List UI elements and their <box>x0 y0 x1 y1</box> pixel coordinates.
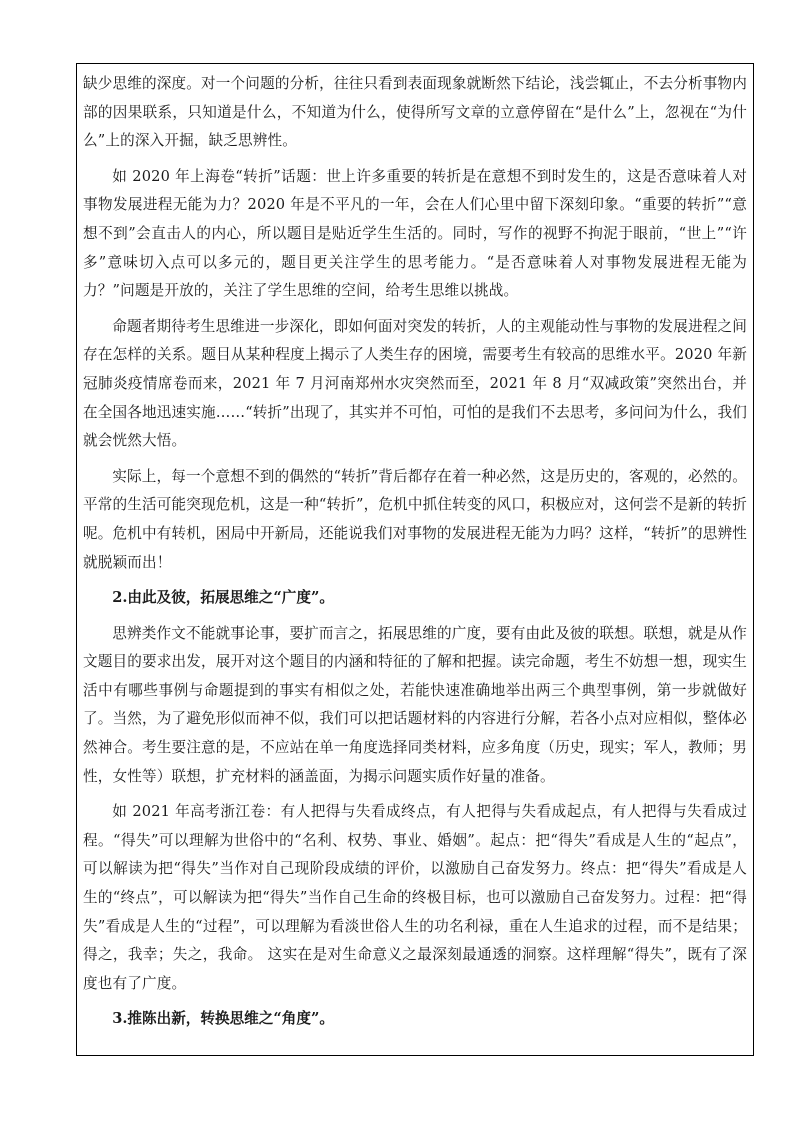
paragraph-deepen-thinking: 命题者期待考生思维进一步深化，即如何面对突发的转折，人的主观能动性与事物的发展进程之间存在怎样的关系。题目从某种程度上揭示了人类生存的困境，需要考生有较高的思维水平。2020 年新冠肺炎疫情席卷而来，2021 年 7 月河南郑州水灾突然而至，2021 年 8 月“双减政策”突然出台，并在全国各地迅速实施……“转折”出现了，其实并不可怕，可怕的是我们不去思考，多问问为什么，我们就会恍然大悟。 <box>83 317 747 450</box>
paragraph-turning-necessity: 实际上，每一个意想不到的偶然的“转折”背后都存在着一种必然，这是历史的，客观的，必然的。平常的生活可能突现危机，这是一种“转折”，危机中抓住转变的风口，积极应对，这何尝不是新的转折呢。危机中有转机，困局中开新局，还能说我们对事物的发展进程无能为力吗？这样，“转折”的思辨性就脱颖而出！ <box>83 467 747 571</box>
paragraph-zhejiang-example: 如 2021 年高考浙江卷：有人把得与失看成终点，有人把得与失看成起点，有人把得与失看成过程。“得失”可以理解为世俗中的“名利、权势、事业、婚姻”。起点：把“得失”看成是人生的“起点”，可以解读为把“得失”当作对自己现阶段成绩的评价，以激励自己奋发努力。终点：把“得失”看成是人生的“终点”，可以解读为把“得失”当作自己生命的终极目标，也可以激励自己奋发努力。过程：把“得失”看成是人生的“过程”，可以理解为看淡世俗人生的功名利禄，重在人生追求的过程，而不是结果；得之，我幸；失之，我命。 这实在是对生命意义之最深刻最通透的洞察。这样理解“得失”，既有了深度也有了广度。 <box>83 803 747 992</box>
bordered-text-box <box>76 63 754 1056</box>
section-heading-breadth: 2.由此及彼，拓展思维之“广度”。 <box>112 589 334 607</box>
paragraph-depth-lack: 缺少思维的深度。对一个问题的分析，往往只看到表面现象就断然下结论，浅尝辄止，不去分析事物内部的因果联系，只知道是什么，不知道为什么，使得所写文章的立意停留在“是什么”上，忽视在“为什么”上的深入开掘，缺乏思辨性。 <box>83 75 747 150</box>
paragraph-shanghai-example: 如 2020 年上海卷“转折”话题：世上许多重要的转折是在意想不到时发生的，这是否意味着人对事物发展进程无能为力？2020 年是不平凡的一年，会在人们心里中留下深刻印象。“重要的转折”“意想不到”会直击人的内心，所以题目是贴近学生生活的。同时，写作的视野不拘泥于眼前，“世上”“许多”意味切入点可以多元的，题目更关注学生的思考能力。“是否意味着人对事物发展进程无能为力？”问题是开放的，关注了学生思维的空间，给考生思维以挑战。 <box>83 167 747 300</box>
section-heading-angle: 3.推陈出新，转换思维之“角度”。 <box>112 1010 334 1028</box>
paragraph-breadth-association: 思辨类作文不能就事论事，要扩而言之，拓展思维的广度，要有由此及彼的联想。联想，就是从作文题目的要求出发，展开对这个题目的内涵和特征的了解和把握。读完命题，考生不妨想一想，现实生活中有哪些事例与命题提到的事实有相似之处，若能快速准确地举出两三个典型事例，第一步就做好了。当然，为了避免形似而神不似，我们可以把话题材料的内容进行分解，若各小点对应相似，整体必然神合。考生要注意的是，不应站在单一角度选择同类材料，应多角度（历史，现实；军人，教师；男性，女性等）联想，扩充材料的涵盖面，为揭示问题实质作好量的准备。 <box>83 624 747 785</box>
